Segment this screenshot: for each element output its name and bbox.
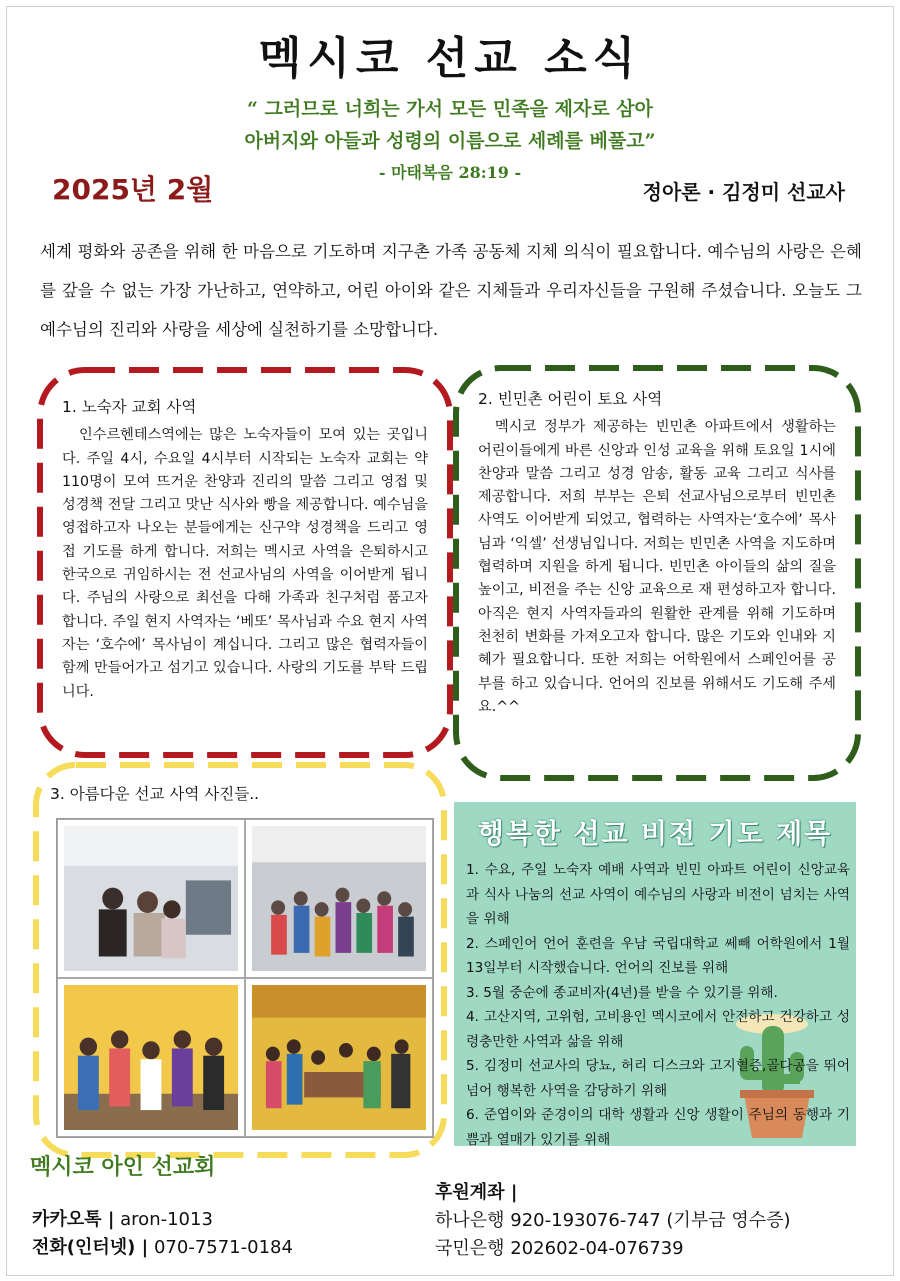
- photo-2: [245, 819, 433, 978]
- prayer-item: 2. 스페인어 언어 훈련을 우남 국립대학교 쎄빼 어학원에서 1월 13일부터 시작했습니다. 언어의 진보를 위해: [466, 935, 850, 976]
- section1-body: 인수르헨테스역에는 많은 노숙자들이 모여 있는 곳입니다. 주일 4시, 수요일 4시부터 시작되는 노숙자 교회는 약 110명이 모여 뜨거운 찬양과 진리의 말씀 그리고 영접 및 성경책 전달 그리고 맛난 식사와 빵을 제공합니다. 예수님을 영접하고자 나오는 분들에게는 신구약 성경책을 드리고 영접 기도를 하게 합니다. 저희는 멕시코 사역을 은퇴하시고 한국으로 귀임하시는 전 선교사님의 사역을 이어받게 됩니다. 주님의 사랑으로 최선을 다해 가족과 친구처럼 품고자 합니다. 주일 현지 사역자는 ‘베또’ 목사님과 수요 현지 사역자는 ‘호수에’ 목사님이 계십니다. 그리고 많은 협력자들이 함께 만들어가고 섬기고 있습니다. 사랑의 기도를 부탁 드립니다.: [62, 427, 428, 700]
- prayer-item: 5. 김정미 선교사의 당뇨, 허리 디스크와 고지혈증,골다공을 뛰어넘어 행복한 사역을 감당하기 위해: [466, 1058, 850, 1099]
- prayer-item: 4. 고산지역, 고위험, 고비용인 멕시코에서 안전하고 건강하고 성령충만한 사역과 삶을 위해: [466, 1009, 850, 1050]
- section2-heading: 2. 빈민촌 어린이 토요 사역: [478, 390, 663, 408]
- church-name: 멕시코 아인 선교회: [30, 1155, 216, 1180]
- bible-verse-line1: “ 그러므로 너희는 가서 모든 민족을 제자로 삼아: [247, 98, 653, 120]
- kakao-contact: [32, 1205, 213, 1231]
- section2-box: [478, 388, 836, 719]
- kakao-id: aron-1013: [120, 1209, 213, 1230]
- page-title: 멕시코 선교 소식: [258, 33, 642, 84]
- prayer-title: 행복한 선교 비전 기도 제목: [477, 819, 833, 850]
- bible-verse-reference: - 마태복음 28:19 -: [378, 163, 522, 182]
- prayer-item: 6. 준엽이와 준경이의 대학 생활과 신앙 생활이 주님의 동행과 기쁨과 열매가 있기를 위해: [466, 1107, 850, 1148]
- prayer-item: 3. 5월 중순에 종교비자(4년)를 받을 수 있기를 위해.: [466, 984, 778, 1001]
- bank-heading: 후원계좌 |: [435, 1182, 518, 1203]
- prayer-panel: [454, 802, 856, 1146]
- phone-label: 전화(인터넷) |: [32, 1237, 149, 1258]
- section2-body: 멕시코 정부가 제공하는 빈민촌 아파트에서 생활하는 어린이들에게 바른 신앙과 인성 교육을 위해 토요일 1시에 찬양과 말씀 그리고 성경 암송, 활동 교육 그리고 식사를 제공합니다. 저희 부부는 은퇴 선교사님으로부터 빈민촌 사역도 이어받게 되었고, 협력하는 사역자는‘호수에’ 목사님과 ‘익셀’ 선생님입니다. 저희는 빈민촌 사역을 지도하며 협력하며 지원을 하게 됩니다. 빈민촌 아이들의 삶의 질을 높이고, 비전을 주는 신앙 교육으로 재 편성하고자 합니다. 아직은 현지 사역자들과의 원활한 관계를 위해 기도하며 천천히 변화를 가져오고자 합니다. 많은 기도와 인내와 지혜가 필요합니다. 또한 저희는 어학원에서 스페인어를 공부를 하고 있습니다. 언어의 진보를 위해서도 기도해 주세요.^^: [478, 419, 836, 715]
- kakao-label: 카카오톡 |: [32, 1209, 115, 1230]
- newsletter-date: 2025년 2월: [52, 173, 214, 206]
- prayer-item: 1. 수요, 주일 노숙자 예배 사역과 빈민 아파트 어린이 신앙교육과 식사 나눔의 선교 사역이 예수님의 사랑과 비전이 넘치는 사역을 위해: [466, 862, 850, 927]
- phone-number: 070-7571-0184: [153, 1237, 293, 1258]
- missionary-names: 정아론 · 김정미 선교사: [642, 180, 845, 204]
- phone-contact: [32, 1233, 293, 1259]
- photo-4: [245, 978, 433, 1137]
- section1-heading: 1. 노숙자 교회 사역: [62, 398, 197, 416]
- prayer-list: [466, 858, 850, 1152]
- bank-account-1: 하나은행 920-193076-747 (기부금 영수증): [435, 1210, 791, 1231]
- bank-account-2: 국민은행 202602-04-076739: [435, 1238, 684, 1259]
- photo-3: [57, 978, 245, 1137]
- photo-grid: [56, 818, 434, 1138]
- section1-box: [62, 396, 428, 704]
- photo-1: [57, 819, 245, 978]
- bible-verse-line2: 아버지와 아들과 성령의 이름으로 세례를 베풀고”: [244, 130, 656, 152]
- intro-paragraph: 세계 평화와 공존을 위해 한 마음으로 기도하며 지구촌 가족 공동체 지체 의식이 필요합니다. 예수님의 사랑은 은혜를 갚을 수 없는 가장 가난하고, 연약하고, 어린 아이와 같은 지체들과 우리자신들을 구원해 주셨습니다. 오늘도 그 예수님의 진리와 사랑을 세상에 실천하기를 소망합니다.: [40, 242, 862, 339]
- section3-heading: 3. 아름다운 선교 사역 사진들..: [50, 785, 260, 803]
